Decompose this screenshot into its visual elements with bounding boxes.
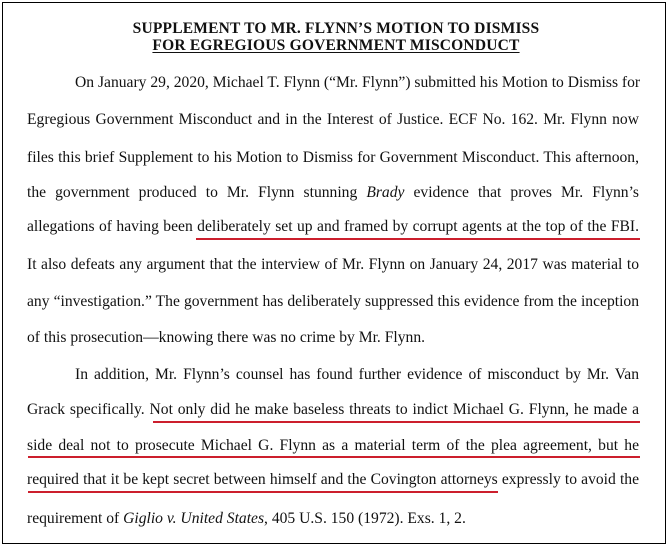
red-underline-1 <box>196 238 640 240</box>
para1-line8: of this prosecution—knowing there was no crime by Mr. Flynn. <box>27 329 426 346</box>
para1-line5: allegations of having been deliberately set up and framed by corrupt agents at the top of the FBI. <box>27 218 639 235</box>
para2-line1: In addition, Mr. Flynn’s counsel has found further evidence of misconduct by Mr. Van <box>75 366 639 383</box>
para1-line1: On January 29, 2020, Michael T. Flynn (“Mr. Flynn”) submitted his Motion to Dismiss for <box>75 74 641 91</box>
para2-line4: required that it be kept secret between himself and the Covington attorneys expressly to avoid the <box>27 471 639 488</box>
para2-line2: Grack specifically. Not only did he make baseless threats to indict Michael G. Flynn, he made a <box>27 401 639 418</box>
para1-line6: It also defeats any argument that the interview of Mr. Flynn on January 24, 2017 was material to <box>27 256 639 273</box>
doc-title-line1: SUPPLEMENT TO MR. FLYNN’S MOTION TO DISMISS <box>132 20 540 37</box>
para2-line5 <box>27 510 639 528</box>
para2-line3: side deal not to prosecute Michael G. Flynn as a material term of the plea agreement, but he <box>27 437 639 454</box>
giglio-before: requirement of <box>27 510 124 527</box>
doc-title-line2 <box>0 37 672 55</box>
brady-after: evidence that proves Mr. Flynn’s <box>404 184 639 201</box>
brady-before: the government produced to Mr. Flynn stunning <box>27 184 367 201</box>
red-underline-3 <box>28 456 640 458</box>
doc-title-line2-text: FOR EGREGIOUS GOVERNMENT MISCONDUCT <box>152 37 520 54</box>
brady-italic: Brady <box>366 184 405 201</box>
para1-line2: Egregious Government Misconduct and in the Interest of Justice. ECF No. 162. Mr. Flynn now <box>27 111 639 128</box>
giglio-after: , 405 U.S. 150 (1972). Exs. 1, 2. <box>264 510 466 527</box>
para1-line4 <box>27 184 639 202</box>
giglio-italic: Giglio v. United States <box>123 510 265 527</box>
para1-line7: any “investigation.” The government has deliberately suppressed this evidence from the inception <box>27 293 639 310</box>
para1-line3: files this brief Supplement to his Motion to Dismiss for Government Misconduct. This afternoon, <box>27 149 639 166</box>
red-underline-4 <box>28 491 498 493</box>
red-underline-2 <box>153 421 640 423</box>
